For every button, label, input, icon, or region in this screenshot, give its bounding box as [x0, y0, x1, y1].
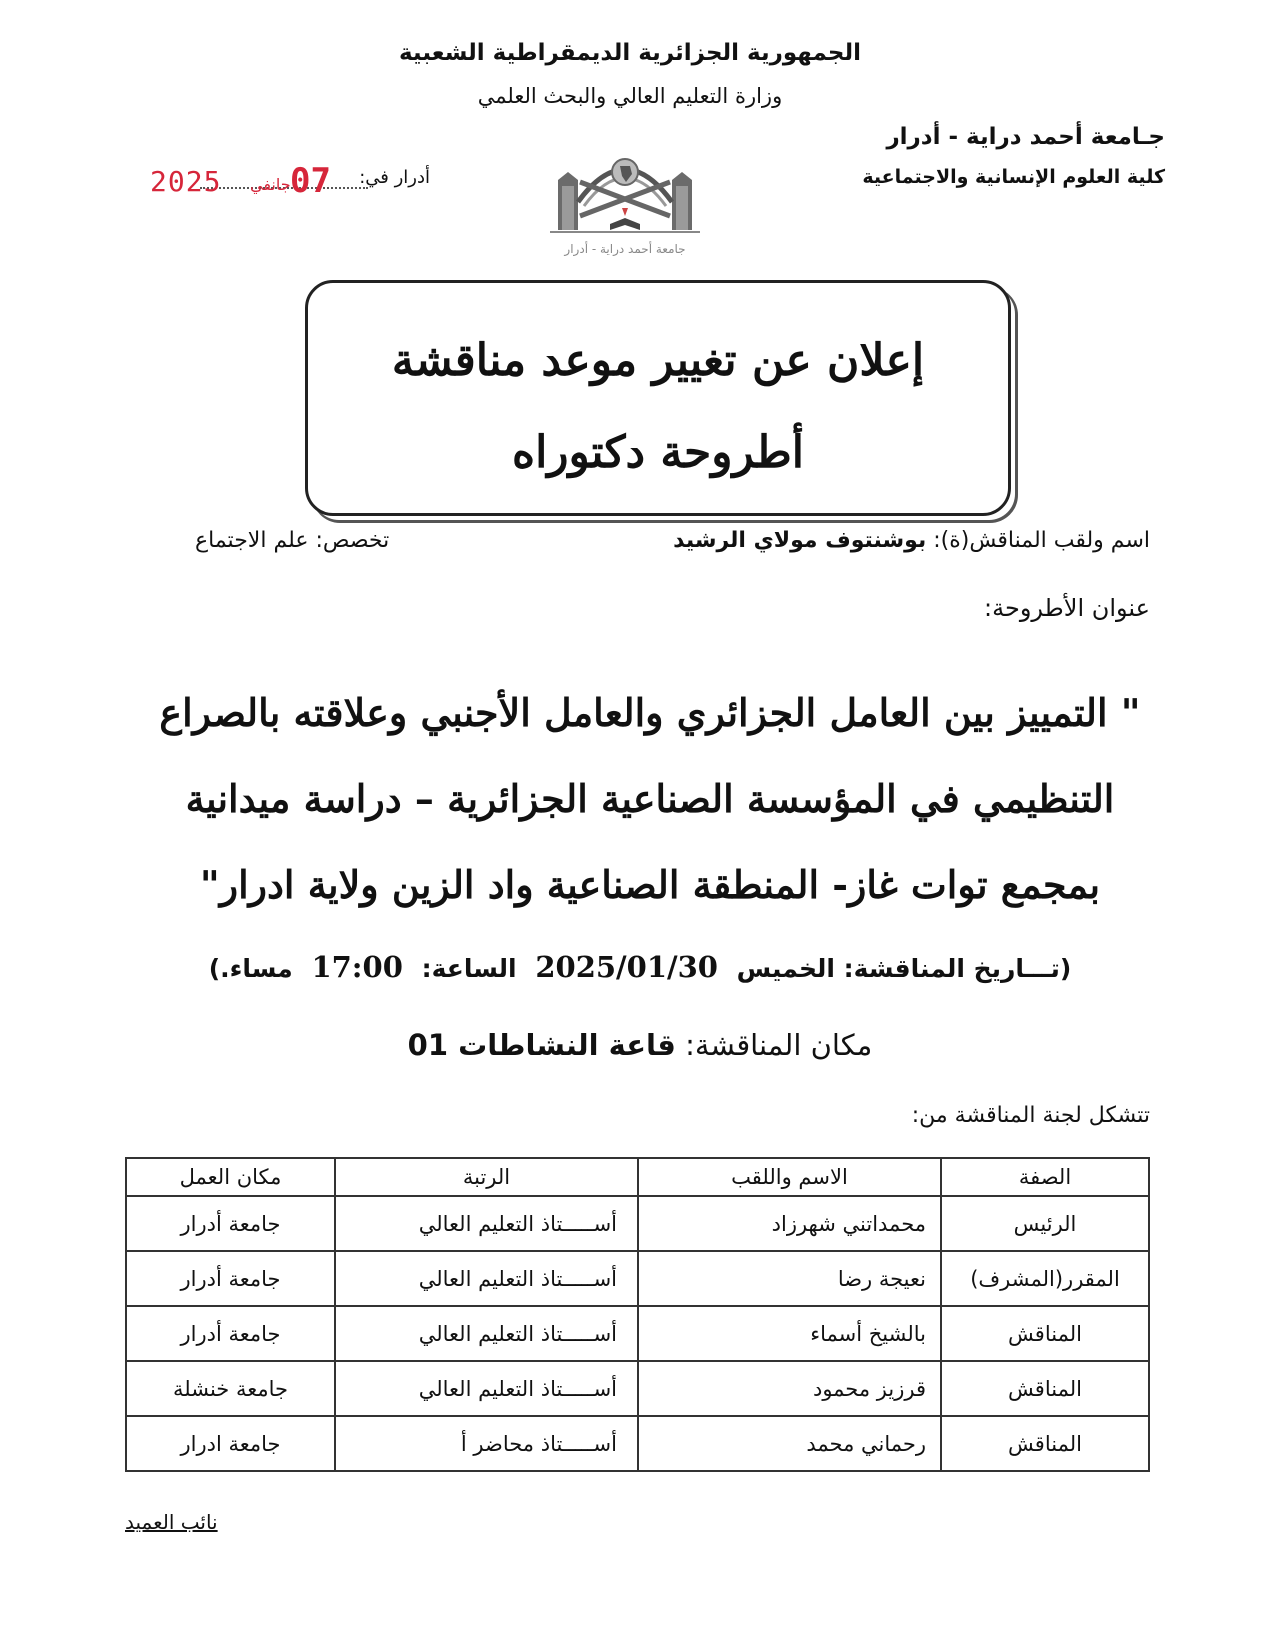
- member-role: المناقش: [941, 1416, 1149, 1471]
- member-workplace: جامعة ادرار: [126, 1416, 335, 1471]
- member-workplace: جامعة أدرار: [126, 1196, 335, 1251]
- member-role: الرئيس: [941, 1196, 1149, 1251]
- table-row: [126, 1251, 1149, 1306]
- member-role: المناقش: [941, 1361, 1149, 1416]
- date-stamp-month: جانفي: [250, 175, 291, 194]
- republic-heading: الجمهورية الجزائرية الديمقراطية الشعبية: [398, 40, 862, 66]
- date-stamp-day: 07: [290, 161, 331, 201]
- defense-date: 2025/01/30: [535, 950, 718, 984]
- thesis-label: عنوان الأطروحة:: [984, 594, 1150, 622]
- candidate-name: بوشنتوف مولاي الرشيد: [673, 528, 927, 553]
- specialty-value: علم الاجتماع: [195, 528, 309, 553]
- header-rank: الرتبة: [335, 1158, 638, 1196]
- thesis-title: " التمييز بين العامل الجزائري والعامل الأجنبي وعلاقته بالصراع التنظيمي في المؤسسة الصناعية الجزائرية – دراسة ميدانية بمجمع توات غاز- المنطقة الصناعية واد الزين ولاية ادرار": [159, 690, 1141, 907]
- announcement-title: إعلان عن تغيير موعد مناقشة أطروحة دكتوراه: [391, 335, 925, 478]
- place-label: أدرار في:: [359, 167, 430, 188]
- specialty-label: تخصص:: [308, 528, 390, 553]
- committee-table: [125, 1157, 1150, 1472]
- member-name: نعيجة رضا: [638, 1251, 941, 1306]
- member-name: بالشيخ أسماء: [638, 1306, 941, 1361]
- member-rank: أســـــتاذ التعليم العالي: [335, 1306, 638, 1361]
- member-role: المناقش: [941, 1306, 1149, 1361]
- date-prefix: (تـــاريخ المناقشة: الخميس: [736, 954, 1072, 983]
- member-workplace: جامعة أدرار: [126, 1251, 335, 1306]
- logo-caption: جامعة أحمد دراية - أدرار: [564, 242, 686, 256]
- member-workplace: جامعة خنشلة: [126, 1361, 335, 1416]
- defense-venue-line: [200, 1028, 1080, 1062]
- candidate-label: اسم ولقب المناقش(ة):: [926, 528, 1150, 553]
- table-row: [126, 1196, 1149, 1251]
- logo-emblem-icon: [540, 142, 710, 242]
- member-name: قرزيز محمود: [638, 1361, 941, 1416]
- university-name: جـامعة أحمد دراية - أدرار: [886, 124, 1165, 150]
- member-role: المقرر(المشرف): [941, 1251, 1149, 1306]
- candidate-info: [673, 528, 1150, 553]
- header-name: الاسم واللقب: [638, 1158, 941, 1196]
- header-workplace: مكان العمل: [126, 1158, 335, 1196]
- venue-value: قاعة النشاطات 01: [407, 1028, 676, 1062]
- header-role: الصفة: [941, 1158, 1149, 1196]
- member-rank: أســـــتاذ التعليم العالي: [335, 1361, 638, 1416]
- committee-header-row: [126, 1158, 1149, 1196]
- defense-time: 17:00: [311, 950, 403, 984]
- venue-label: مكان المناقشة:: [675, 1028, 873, 1062]
- place-date: [150, 161, 430, 205]
- specialty-info: [195, 528, 389, 553]
- signature-title: نائب العميد: [125, 1510, 218, 1534]
- time-label: الساعة:: [421, 954, 517, 983]
- ministry-heading: وزارة التعليم العالي والبحث العلمي: [477, 84, 783, 108]
- member-rank: أســـــتاذ التعليم العالي: [335, 1196, 638, 1251]
- table-row: [126, 1306, 1149, 1361]
- member-name: محمداتني شهرزاد: [638, 1196, 941, 1251]
- announcement-title-box: [305, 280, 1011, 516]
- table-row: [126, 1416, 1149, 1471]
- time-suffix: مساء.): [208, 954, 293, 983]
- candidate-row: [150, 528, 1150, 568]
- member-name: رحماني محمد: [638, 1416, 941, 1471]
- faculty-name: كلية العلوم الإنسانية والاجتماعية: [862, 166, 1165, 188]
- date-stamp-year: 2025: [150, 165, 222, 198]
- university-logo: [540, 142, 710, 267]
- member-rank: أســـــتاذ التعليم العالي: [335, 1251, 638, 1306]
- committee-label: تتشكل لجنة المناقشة من:: [911, 1103, 1150, 1128]
- table-row: [126, 1361, 1149, 1416]
- member-workplace: جامعة أدرار: [126, 1306, 335, 1361]
- defense-date-line: [200, 950, 1080, 984]
- member-rank: أســـــتاذ محاضر أ: [335, 1416, 638, 1471]
